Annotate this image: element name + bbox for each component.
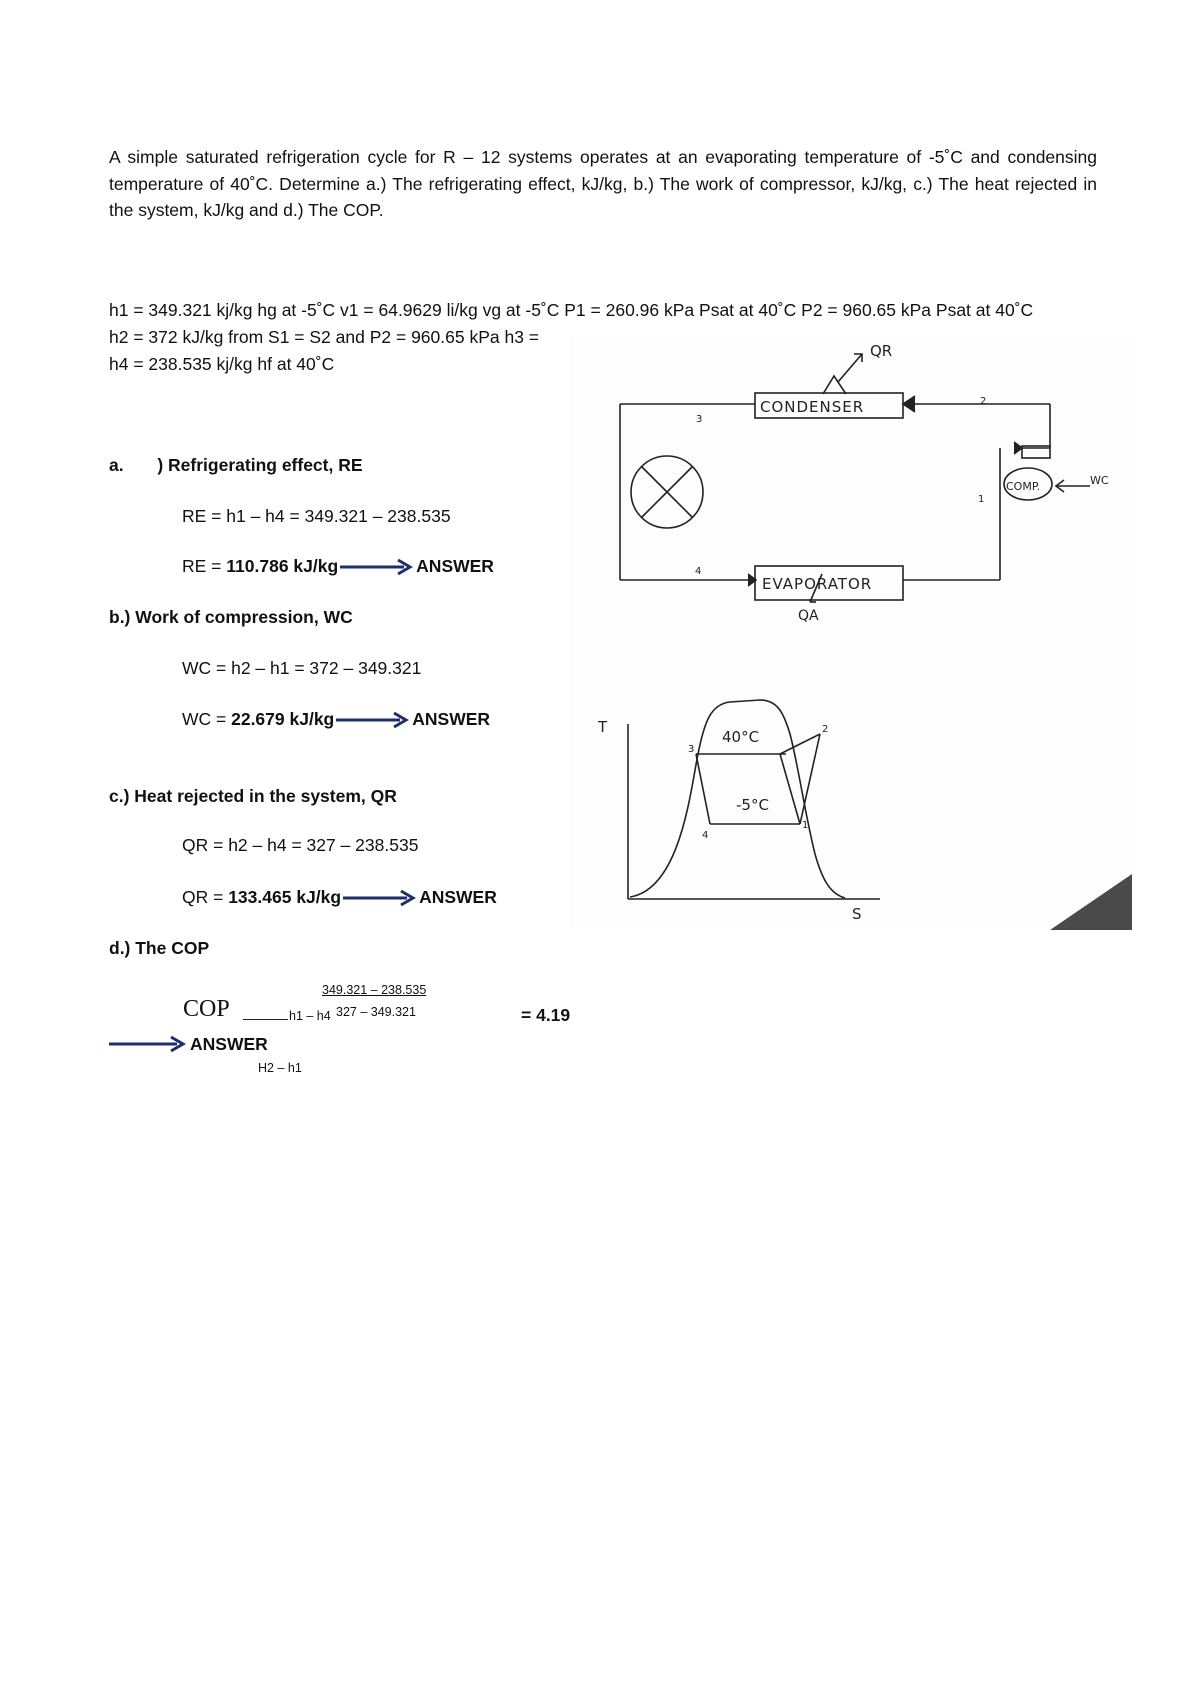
part-a-answer: ANSWER (416, 556, 494, 576)
qr-label: QR (870, 342, 893, 360)
part-b-formula: WC = h2 – h1 = 372 – 349.321 (182, 658, 422, 678)
cop-label: COP (183, 996, 230, 1022)
part-a-result (182, 556, 494, 577)
part-d-title: d.) The COP (109, 938, 210, 958)
given-line-3: h4 = 238.535 kj/kg hf at 40˚C (109, 354, 335, 374)
part-c-title: c.) Heat rejected in the system, QR (109, 786, 397, 806)
ts-state-1: 1 (802, 820, 809, 831)
cycle-state-4: 4 (695, 566, 702, 577)
answer-arrow-icon (336, 711, 410, 729)
diagram-photo (570, 334, 1132, 930)
ts-state-4: 4 (702, 830, 709, 841)
evaporator-label: EVAPORATOR (762, 575, 873, 593)
part-b-answer: ANSWER (412, 709, 491, 729)
condenser-label: CONDENSER (760, 398, 865, 416)
cop-denominator-small: H2 – h1 (258, 1061, 302, 1075)
s-axis-label: S (852, 905, 862, 923)
t-axis-label: T (598, 718, 608, 736)
part-b-result-value: 22.679 kJ/kg (231, 709, 335, 729)
low-temp-label: -5°C (736, 796, 769, 814)
part-a-result-value: 110.786 kJ/kg (226, 556, 339, 576)
given-line-2: h2 = 372 kJ/kg from S1 = S2 and P2 = 960.65 kPa h3 = (109, 327, 540, 347)
cop-result: = 4.19 (521, 1005, 571, 1025)
diagram-svg (570, 334, 1132, 930)
part-c-answer: ANSWER (419, 887, 497, 907)
part-c-result-prefix: QR = (182, 887, 229, 907)
wc-label: WC (1090, 474, 1109, 487)
answer-arrow-icon (340, 558, 414, 576)
answer-arrow-icon (343, 889, 417, 907)
cop-fraction-line (243, 1019, 288, 1020)
answer-arrow-icon (109, 1035, 187, 1053)
ts-state-2: 2 (822, 724, 829, 735)
part-a-heading (109, 455, 363, 476)
part-a-formula: RE = h1 – h4 = 349.321 – 238.535 (182, 506, 451, 526)
part-b-title: b.) Work of compression, WC (109, 607, 353, 627)
part-d-answer: ANSWER (190, 1034, 268, 1054)
part-b-result-prefix: WC = (182, 709, 232, 729)
part-b-result (182, 709, 490, 730)
cycle-state-2: 2 (980, 396, 987, 407)
part-c-result (182, 887, 497, 908)
part-a-result-prefix: RE = (182, 556, 227, 576)
high-temp-label: 40°C (722, 728, 760, 746)
part-c-result-value: 133.465 kJ/kg (228, 887, 342, 907)
cop-fraction-bottom: 327 – 349.321 (336, 1005, 416, 1019)
cop-fraction-top: 349.321 – 238.535 (322, 983, 427, 997)
problem-statement: A simple saturated refrigeration cycle for R – 12 systems operates at an evaporating temperature of -5˚C and condensing temperature of 40˚C. Determine a.) The refrigerating effect, kJ/kg, b.) The work of compressor, kJ/kg, c.) The heat rejected in the system, kJ/kg and d.) The COP. (109, 147, 1097, 220)
part-c-formula: QR = h2 – h4 = 327 – 238.535 (182, 835, 419, 855)
ts-state-3: 3 (688, 744, 695, 755)
part-a-title: ) Refrigerating effect, RE (157, 455, 363, 475)
compressor-label: COMP. (1006, 480, 1041, 493)
refrigeration-cycle-diagram (620, 354, 1090, 602)
qa-label: QA (798, 608, 819, 624)
part-a-label: a. (109, 455, 124, 475)
cop-numerator-small: h1 – h4 (289, 1009, 331, 1023)
given-line-1: h1 = 349.321 kj/kg hg at -5˚C v1 = 64.9629 li/kg vg at -5˚C P1 = 260.96 kPa Psat at 40˚C P2 = 960.65 kPa Psat at 40˚C (109, 300, 1034, 320)
cycle-state-1: 1 (978, 494, 985, 505)
cycle-state-3: 3 (696, 414, 703, 425)
photo-shadow (1050, 874, 1132, 930)
